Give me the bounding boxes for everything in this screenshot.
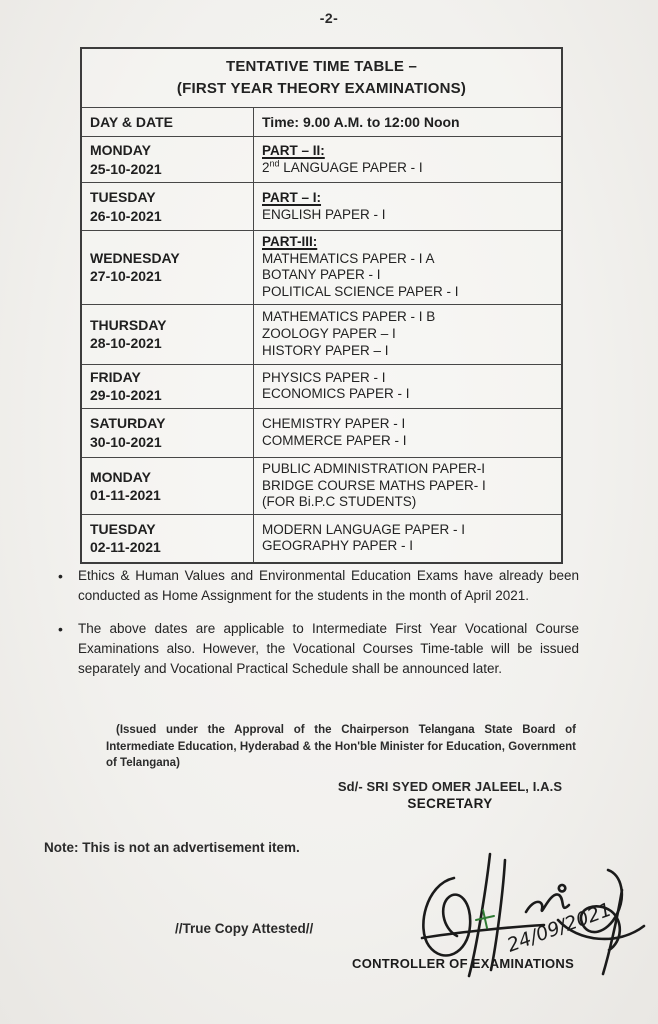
list-item [58, 619, 579, 679]
paper-line: BOTANY PAPER - I [262, 267, 381, 283]
page-number: -2- [319, 10, 339, 26]
true-copy-attested-line: //True Copy Attested// [175, 921, 314, 936]
day-date-cell [81, 304, 254, 364]
part-heading: PART – I: [262, 189, 322, 205]
day-label: FRIDAY [90, 368, 141, 385]
day-date-cell [81, 408, 254, 457]
papers-cell [254, 183, 563, 231]
table-row [81, 304, 562, 364]
day-label: THURSDAY [90, 316, 167, 333]
paper-line: MODERN LANGUAGE PAPER - I [262, 521, 466, 537]
day-date-cell [81, 515, 254, 563]
exam-timetable [80, 47, 563, 564]
timetable-title-line2: (FIRST YEAR THEORY EXAMINATIONS) [176, 80, 467, 97]
advertisement-note: Note: This is not an advertisement item. [44, 840, 300, 855]
part-heading: PART-III: [262, 234, 318, 249]
column-header-time: Time: 9.00 A.M. to 12:00 Noon [254, 108, 563, 137]
paper-line: PHYSICS PAPER - I [262, 369, 386, 385]
day-date-cell [81, 364, 254, 408]
table-row [81, 457, 562, 514]
paper-line: PUBLIC ADMINISTRATION PAPER-I [262, 460, 486, 476]
day-label: MONDAY [90, 142, 151, 159]
papers-cell [254, 457, 563, 514]
papers-cell [254, 408, 563, 457]
paper-line: POLITICAL SCIENCE PAPER - I [262, 284, 459, 300]
day-label: WEDNESDAY [90, 250, 180, 266]
date-label: 01-11-2021 [90, 486, 161, 503]
table-row [81, 231, 562, 305]
day-label: TUESDAY [90, 189, 156, 206]
bullet-icon: • [58, 568, 63, 584]
date-label: 28-10-2021 [90, 335, 162, 352]
paper-line: MATHEMATICS PAPER - I A [262, 250, 435, 266]
date-label: 27-10-2021 [90, 268, 162, 285]
column-header-row [81, 108, 562, 137]
day-date-cell [81, 137, 254, 183]
papers-cell [254, 364, 563, 408]
signatory-block [300, 779, 600, 811]
table-row [81, 408, 562, 457]
timetable-title [81, 48, 562, 108]
paper-line: ENGLISH PAPER - I [262, 206, 386, 222]
papers-cell [254, 304, 563, 364]
day-label: TUESDAY [90, 520, 156, 537]
date-label: 02-11-2021 [90, 539, 161, 556]
table-row [81, 364, 562, 408]
date-label: 25-10-2021 [90, 160, 162, 177]
paper-line: ECONOMICS PAPER - I [262, 386, 410, 402]
green-attestation-mark [476, 910, 494, 928]
signatory-designation: SECRETARY [407, 796, 493, 811]
table-row [81, 183, 562, 231]
column-header-day-date: DAY & DATE [81, 108, 254, 137]
paper-line: (FOR Bi.P.C STUDENTS) [262, 494, 417, 510]
part-heading: PART – II: [262, 142, 325, 158]
signature-date: 24/09/2021 [504, 898, 615, 957]
timetable-head-static [81, 48, 562, 137]
paper-line: ZOOLOGY PAPER – I [262, 326, 396, 342]
timetable-body [81, 137, 562, 563]
date-label: 30-10-2021 [90, 433, 162, 450]
table-row [81, 515, 562, 563]
day-date-cell [81, 231, 254, 305]
papers-cell [254, 137, 563, 183]
bullet-text: The above dates are applicable to Intermediate First Year Vocational Course Examinations also. However, the Vocational Courses Time-table will be issued separately and Vocational Practical Schedule shall be announced later. [78, 621, 579, 676]
list-item [58, 566, 579, 606]
day-label: MONDAY [90, 468, 151, 485]
day-date-cell [81, 183, 254, 231]
paper-line: 2nd LANGUAGE PAPER - I [262, 158, 423, 175]
paper-line: GEOGRAPHY PAPER - I [262, 538, 414, 554]
papers-cell [254, 515, 563, 563]
paper-line: MATHEMATICS PAPER - I B [262, 309, 436, 325]
notes-bullet-list [58, 566, 579, 692]
paper-line: BRIDGE COURSE MATHS PAPER- I [262, 477, 486, 493]
papers-cell [254, 231, 563, 305]
issued-approval-note: (Issued under the Approval of the Chairperson Telangana State Board of Intermediate Education, Hyderabad & the Hon'ble Minister for Education, Government of Telangana) [106, 724, 576, 770]
signatory-sd-line: Sd/- SRI SYED OMER JALEEL, I.A.S [337, 779, 563, 794]
paper-line: HISTORY PAPER – I [262, 342, 389, 358]
date-label: 29-10-2021 [90, 387, 162, 404]
title-row [81, 48, 562, 108]
paper-line: CHEMISTRY PAPER - I [262, 416, 406, 432]
timetable-title-line1: TENTATIVE TIME TABLE – [225, 57, 418, 75]
table-row [81, 137, 562, 183]
bullet-icon: • [58, 621, 63, 637]
controller-of-examinations-label: CONTROLLER OF EXAMINATIONS [352, 956, 575, 971]
bullet-text: Ethics & Human Values and Environmental Education Exams have already been conducted as Home Assignment for the students in the month of April 2021. [78, 568, 579, 603]
date-label: 26-10-2021 [90, 207, 162, 224]
day-label: SATURDAY [90, 415, 166, 432]
day-date-cell [81, 457, 254, 514]
paper-line: COMMERCE PAPER - I [262, 432, 407, 448]
